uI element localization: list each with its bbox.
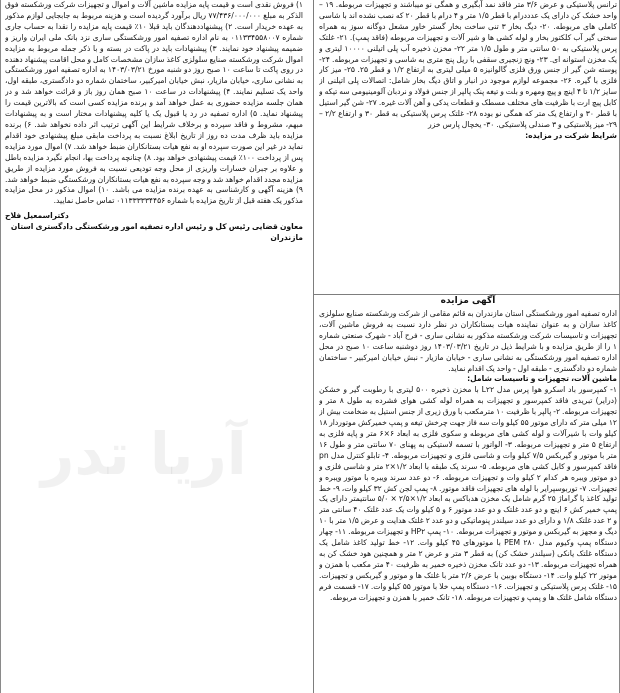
signature-name: دکتراسمعیل فلاح: [5, 211, 69, 221]
auction-conditions-text: ۱) فروش نقدی است و قیمت پایه مزایده ماشین آلات و اموال و تجهیزات شرکت ورشکسته فوق الذکر به مبلغ ۷۷/۴۳۶/۰۰۰/۰۰۰ ریال برآورد گردیده است و هزینه مربوط به جابجایی لوازم مذکور به عهده خریدار است. ۲) پیشنهاددهندگان باید قبلا ۱۰٪ قیمت پایه مزایده را نقدا به حساب جاری شماره ۰۱۱۳۳۴۵۵۸۰۰۷ به نام اداره تصفیه امور ورشکستگی ساری نزد بانک ملی ایران واریز و ضمیمه پیشنهاد خود نمایند. ۳) پیشنهادات باید در پاکت در بسته و با ذکر جمله مربوط به مزایده اموال شرکت ورشکسته صنایع سلولزی کاغذ سازان مشخصات کامل و محل اقامت پیشنهاد دهنده در روی پاکت تا ساعت ۱۰ صبح روز دو شنبه مورخ ۱۴۰۳/۰۳/۲۱ به اداره تصفیه امور ورشکستگی به نشانی ساری، خیابان مازیار، نبش خیابان امیرکبیر، ساختمان شماره دو دادگستری، طبقه اول، واحد یک تسلیم نمایند. ۴) پیشنهادات در ساعت ۱۰ صبح همان روز باز و قرائت خواهد شد و در همان جلسه مزایده حضوری به عمل خواهد آمد و برنده مزایده کسی است که بالاترین قیمت را پیشنهاد نماید. ۵) اداره تصفیه در رد یا قبول یک یا کلیه پیشنهادات مختار است و به پیشنهادات مبهم، مشروط و فاقد سپرده و برخلاف شرایط این آگهی ترتیب اثر داده نخواهد شد. ۶) برنده مزایده باید ظرف مدت ده روز از تاریخ ابلاغ نسبت به پرداخت مابقی مبلغ پیشنهادی خود اقدام نماید در غیر این صورت سپرده او به نفع هیات بستانکاران ضبط خواهد شد. ۷) اموال مورد مزایده پس از پرداخت ۱۰۰٪ قیمت پیشنهادی خواهد بود. ۸) چنانچه پرداخت بها، انجام نگیرد مزایده باطل و علاوه بر جبران خسارات واریزی از محل وجه تودیعی نسبت به فروش مورد مزایده از طریق مزایده مجدد اقدام خواهد شد و وجه سپرده به نفع هیات بستانکاران ورشکستگی ضبط خواهد شد. ۹) هزینه آگهی و کارشناسی به عهده برنده مزایده می باشد. ۱۰) اموال مذکور در محل مزایده مذکور یک هفته قبل از تاریخ مزایده با شماره ۰۱۱۳۳۳۳۳۴۴۵۶ تماس حاصل نمایید.: [5, 0, 303, 206]
watermark: آریا تدر: [41, 420, 247, 488]
ad-intro: اداره تصفیه امور ورشکستگی استان مازندران به قائم مقامی از شرکت ورشکسته صنایع سلولزی کاغذ سازان و به عنوان نماینده هیات بستانکاران در نظر دارد نسبت به فروش ماشین آلات، تجهیزات و تاسیسات شرکت ورشکسته مذکور به نشانی ساری - فرح آباد - شهرک صنعتی شماره ۱ را از طریق مزایده و با شرایط ذیل در تاریخ ۱۴۰۳/۰۳/۲۱ روز دوشنبه ساعت ۱۰ صبح در محل اداره تصفیه امور ورشکستگی به نشانی ساری - خیابان مازیار - نبش خیابان امیرکبیر - ساختمان شماره دو دادگستری - طبقه اول - واحد یک اقدام نماید.: [319, 309, 617, 373]
equipment-list: ۱- کمپرسور باد اسکرو هوا پرس مدل L۲۲ با مخزن ذخیره ۵۰۰ لیتری با رطوبت گیر و خشکن (درایر) تبریدی فاقد کمپرسور و تجهیزات به همراه لوله کشی هوای فشرده به طول ۸ متر و تجهیزات مربوطه. ۲- پالپر با ظرفیت ۱۰ مترمکعب با ورق زیری از جنس استیل به ضخامت بیش از ۱۲ میلی متر که دارای موتور ۵۵ کیلو وات سه فاز جهت چرخش تیغه و پمپ خمیرکش موتوردار ۱۸ کیلو وات با شیرآلات و لوله کشی های مربوطه و سکوی فلزی به ابعاد ۶×۶ متر و پایه فلزی به ارتفاع ۵ متر و تجهیزات مربوطه. ۳- الواتور با تسمه لاستیکی به پهنای ۷۰ سانتی متر و طول ۱۶ متر با موتور و گیربکس ۷/۵ کیلو وات و شاسی فلزی و تجهیزات مربوطه. ۴- تابلو کنترل مدل pn فاقد کمپرسور و کابل کشی های مربوطه. ۵- سرند یک طبقه با ابعاد ۱/۲×۲ متر و شاسی فلزی و دو موتور ویبره هر کدام ۲ کیلو وات و تجهیزات مربوطه. ۶- دو عدد سرند ویبره با موتور ویبره و تجهیزات. ۷- توربوسپرایر با لوله های تجهیزات فاقد موتور. ۸- پمپ لجن کش ۳۲ کیلو وات، ۹- خط تولید کاغذ با گراماژ ۲۵ گرم شامل یک مخزن هدباکس به ابعاد ۱/۲×۲/۵ × ۵/۰ سانتیمتر دارای یک پمپ خمیر کش ۶ اینچ و دو عدد غلتک و دو عدد موتور ۶ و ۵ کیلو وات یک عدد غلتک ۴۰ سانتی متر و ۲ عدد غلتک ۱/۸ و دارای دو عدد سیلندر پنوماتیکی و دو عدد ۲ غلتک هدایت و عرض ۱/۵ متر با ۱۰ دیگ و مجهز به گیربکس و موتور و تجهیزات مربوطه. ۱۰- پمپ HP۲ و تجهیزات مربوطه. ۱۱- چهار دستگاه پمپ وکیوم مدل PEM ۲۸۰ با موتورهای ۴۵ کیلو وات. ۱۲- خط تولید کاغذ شامل یک دستگاه غلتک یانکی (سیلندر خشک کن) به قطر ۳ متر و عرض ۲ متر و همچنین هود خشک کن به همراه تجهیزات مربوطه. ۱۳- دو عدد تانک مخزن ذخیره خمیر به ظرفیت ۴۰ متر مکعب با همزن و موتور ۲۲ کیلو وات. ۱۴- دستگاه بوبین با عرض ۲/۶ متر با غلتک ها و موتور و گیربکس و تجهیزات. ۱۵- غلتک پرس پلاستیکی و تجهیزات. ۱۶- دستگاه پمپ خلا با موتور ۵۵ کیلو وات. ۱۷- قسمت فرم دستگاه شامل غلتک ها و پمپ و تجهیزات مربوطه. ۱۸- تانک خمیر با همزن و تجهیزات مربوطه.: [319, 385, 617, 602]
section-divider: [314, 294, 620, 295]
equipment-list-continued: ترانس پلاستیکی و عرض ۳/۶ متر فاقد نمد آبگیری و همگی نو میباشند و تجهیزات مربوطه. ۱۹ – واحد خشک کن دارای یک عدددرام با قطر ۱/۵ متر و ۴ درام با قطر ۲۰ که نصب نشده اند با شاسی کاملی های مربوطه. ۲۰- دیگ بخار ۳ تنی ساخت بخار گستر خاور مشعل دوگانه سوز به همراه سختی گیر آب کلکتور بخار و لوله کشی ها و شیر آلات و تجهیزات مربوطه (فاقد پمپ). ۲۱- غلتک پرس پلاستیکی به ۵۰ سانتی متر و طول ۱/۵ متر ۲۲- مخزن ذخیره آب پلی اتیلنی ۱۰۰۰۰ لیتری و یک مخزن استوانه ای. ۲۳- ونچ زنجیری سقفی با ریل پنج متری به شاسی و تجهیزات مربوطه. ۲۴- پوسته شن گیر از جنس ورق فلزی گالوانیزه ۵ میلی لیتری به ارتفاع ۱/۲ و قطر ۲۵. ۲۵- میز کار فلزی با گیره. ۲۶- مجموعه لوازم موجود در انبار و اتاق دیگ بخار شامل: اتصالات پلی اتیلنی از سایز ۱/۲ تا ۴ اینچ و پیچ ومهره و بلت و تیغه پنک پالپر از جنس فولاد و نردبان آلومینیومی سه تیکه و کابل پیچ ارت با ظرفیت های مختلف مسطک و قطعات یدکی و آهن آلات غیره. ۲۷- شن گیر استیل با قطر ۳۰ و ارتفاع یک متر که همگی نو بوده ۲۸- غلتک پرس پلاستیکی به قطر ۳۰ و ارتفاع ۲/۲ – ۲۹- میز پلاستیکی و ۳ صندلی پلاستیکی. ۳۰- یخچال پارس خزر: [319, 0, 617, 129]
column-divider: [313, 0, 314, 693]
equipment-heading: ماشین آلات، تجهیزات و تاسیسات شامل:: [467, 374, 617, 384]
auction-conditions-heading: شرایط شرکت در مزایده:: [525, 130, 617, 140]
signature-title: معاون قضایی رئیس کل و رئیس اداره تصفیه امور ورشکستگی دادگستری استان مازندران: [10, 222, 303, 243]
auction-continuation-column: [319, 0, 617, 292]
auction-conditions-column: [5, 0, 303, 388]
auction-ad-body: [319, 309, 617, 693]
ad-title: آگهی مزایده: [440, 296, 496, 306]
